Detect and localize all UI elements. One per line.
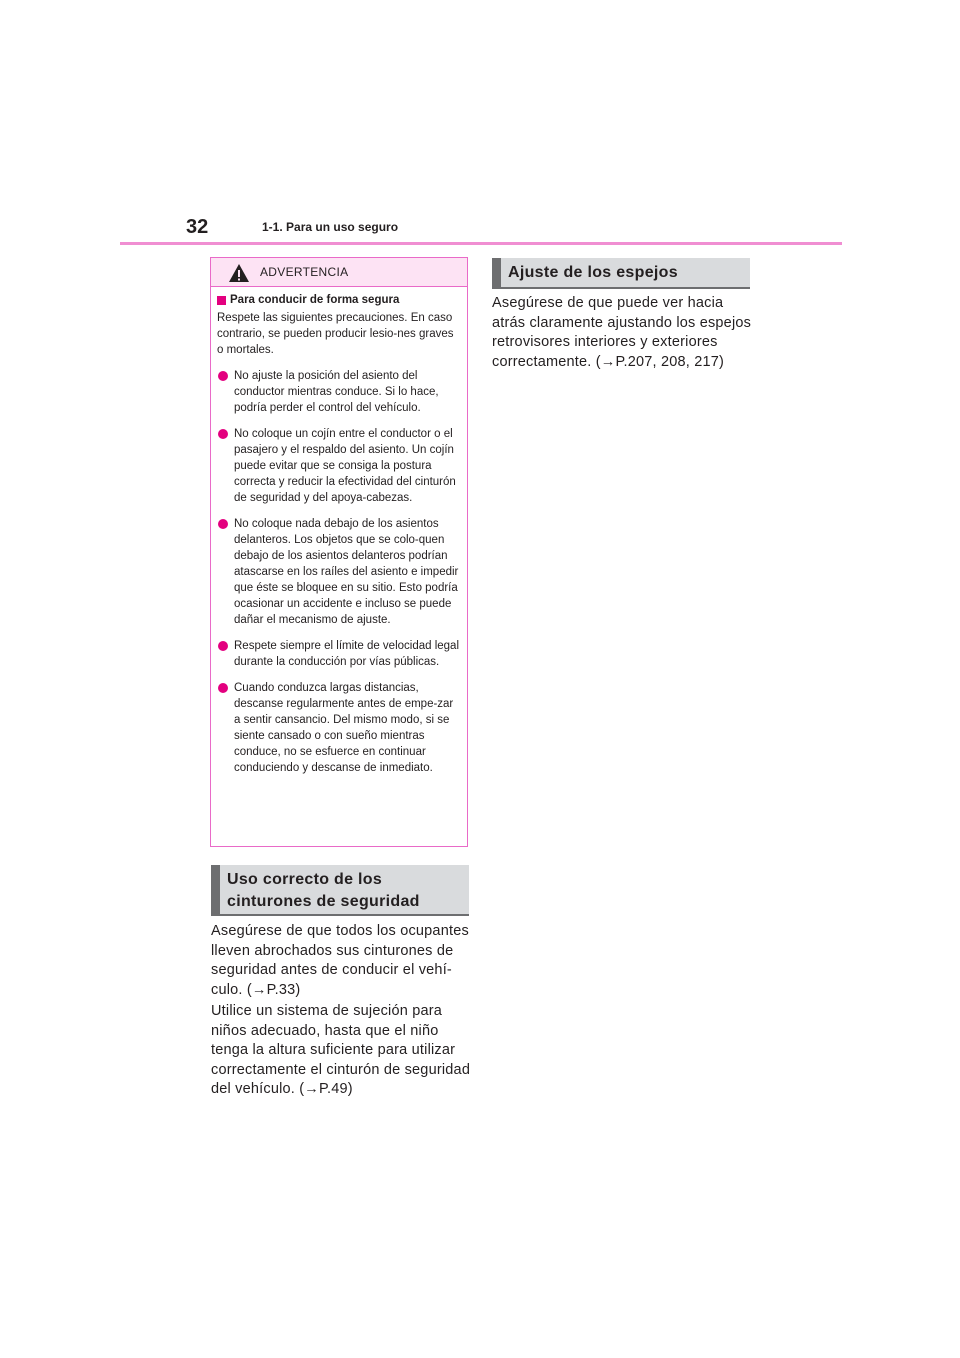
warning-heading-text: Para conducir de forma segura bbox=[230, 294, 400, 306]
warning-body bbox=[211, 287, 467, 776]
header-divider bbox=[120, 242, 842, 245]
warning-bullet bbox=[217, 426, 459, 506]
seatbelt-paragraph-1: Asegúrese de que todos los ocupantes lleven abrochados sus cinturones de seguridad antes de conducir el vehí-culo. (→P.33) bbox=[211, 923, 469, 998]
warning-bullet bbox=[217, 638, 459, 670]
seatbelt-paragraph-2: Utilice un sistema de sujeción para niños adecuado, hasta que el niño tenga la altura suficiente para utilizar correctamente el cinturón de seguridad del vehículo. (→P.49) bbox=[211, 1003, 471, 1098]
warning-bullet-text: No coloque nada debajo de los asientos delanteros. Los objetos que se colo-quen debajo de los asientos delanteros podrían atascarse en los raíles del asiento e impedir que éste se bloquee en su sitio. Esto podría ocasionar un accidente e incluso se puede dañar el mecanismo de ajuste. bbox=[234, 518, 459, 626]
bullet-dot-icon bbox=[218, 371, 228, 381]
warning-bullet-text: Cuando conduzca largas distancias, descanse regularmente antes de empe-zar a sentir cansancio. Del mismo modo, si se siente cansado o con sueño mientras conduce, no se esfuerce en continuar conduciendo y descanse de inmediato. bbox=[234, 682, 454, 774]
warning-bullet-text: No coloque un cojín entre el conductor o el pasajero y el respaldo del asiento. Un cojín puede evitar que se consiga la postura correcta y reducir la efectividad del cinturón de seguridad y del apoya-cabezas. bbox=[234, 428, 456, 504]
warning-label: ADVERTENCIA bbox=[260, 265, 349, 279]
warning-intro: Respete las siguientes precauciones. En caso contrario, se pueden producir lesio-nes graves o mortales. bbox=[217, 312, 454, 356]
mirror-heading-rule bbox=[492, 287, 750, 289]
warning-bullet bbox=[217, 516, 459, 628]
seatbelt-heading-rule bbox=[211, 914, 469, 916]
seatbelt-section-heading: Uso correcto de los cinturones de seguridad bbox=[211, 865, 469, 915]
bullet-dot-icon bbox=[218, 519, 228, 529]
square-bullet-icon bbox=[217, 296, 226, 305]
bullet-dot-icon bbox=[218, 641, 228, 651]
warning-box bbox=[210, 257, 468, 847]
page-header bbox=[120, 216, 842, 246]
warning-header bbox=[211, 258, 467, 287]
bullet-dot-icon bbox=[218, 683, 228, 693]
warning-triangle-icon bbox=[228, 263, 250, 283]
warning-bullet bbox=[217, 680, 459, 776]
warning-bullet-text: Respete siempre el límite de velocidad legal durante la conducción por vías públicas. bbox=[234, 640, 460, 668]
page-number: 32 bbox=[186, 216, 209, 238]
mirror-section-heading: Ajuste de los espejos bbox=[492, 258, 750, 288]
mirror-paragraph: Asegúrese de que puede ver hacia atrás claramente ajustando los espejos retrovisores interiores y exteriores correctamente. (→P.207, 208, 217) bbox=[492, 295, 752, 370]
warning-heading bbox=[217, 293, 459, 307]
section-title: 1-1. Para un uso seguro bbox=[262, 220, 399, 234]
warning-bullet-text: No ajuste la posición del asiento del conductor mientras conduce. Si lo hace, podría perder el control del vehículo. bbox=[234, 370, 439, 414]
warning-bullet bbox=[217, 368, 459, 416]
bullet-dot-icon bbox=[218, 429, 228, 439]
